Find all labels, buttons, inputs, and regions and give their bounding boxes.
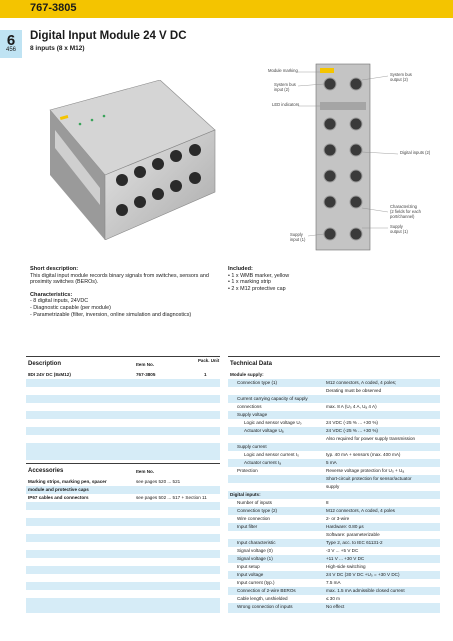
cell-item: 767-3805 bbox=[136, 372, 156, 377]
col-pack-unit: Pack. Unit bbox=[198, 358, 220, 363]
table-row-blank bbox=[26, 510, 220, 518]
included-heading: Included: bbox=[228, 266, 253, 272]
table-row-blank bbox=[26, 419, 220, 427]
module-diagram bbox=[268, 62, 440, 254]
cell-parameter: Input filter bbox=[237, 524, 258, 529]
cell-value: max. 1.5 mA admissible closed current bbox=[326, 588, 405, 593]
table-row bbox=[228, 555, 440, 563]
table-row bbox=[228, 491, 440, 499]
table-row bbox=[228, 467, 440, 475]
characteristic-item: - Diagnostic capable (per module) bbox=[30, 304, 111, 311]
page-number: 456 bbox=[5, 47, 16, 53]
short-description-text: This digital input module records binary signals from switches, sensors and proximity switches (BEROs). bbox=[30, 272, 209, 286]
cell-pack: 1 bbox=[204, 372, 207, 377]
table-row bbox=[228, 507, 440, 515]
included-section bbox=[228, 266, 428, 292]
cell-value: Derating must be observed bbox=[326, 388, 382, 393]
cell-value: Reverse voltage protection for U₀ + Uₐ bbox=[326, 468, 405, 473]
col-item-no: Item No. bbox=[136, 469, 155, 474]
table-row bbox=[228, 371, 440, 379]
cell-value: No effect bbox=[326, 604, 345, 609]
cell-value: M12 connectors, A coded, 4 poles bbox=[326, 508, 395, 513]
description-table bbox=[26, 356, 220, 460]
table-row bbox=[228, 563, 440, 571]
included-item: • 1 x WMB marker, yellow bbox=[228, 272, 290, 279]
cell-parameter: Module supply: bbox=[230, 372, 264, 377]
label-system-bus-input: System bus input (2) bbox=[274, 82, 296, 92]
label-system-bus-output: System bus output (2) bbox=[390, 72, 412, 82]
characteristic-item: - 8 digital inputs, 24VDC bbox=[30, 298, 89, 305]
cell-parameter: Wrong connection of inputs bbox=[237, 604, 293, 609]
description-table-header bbox=[26, 356, 220, 372]
label-led-indicators: LED indicators bbox=[272, 102, 300, 107]
cell-desc: module and protective caps bbox=[28, 487, 89, 492]
table-row bbox=[228, 547, 440, 555]
cell-value: High-side switching bbox=[326, 564, 366, 569]
table-row bbox=[228, 483, 440, 491]
cell-desc: Marking strips, marking pen, spacer bbox=[28, 479, 107, 484]
cell-parameter: Logic and sensor voltage U₀ bbox=[244, 420, 302, 425]
table-row-blank bbox=[26, 435, 220, 443]
technical-data-header bbox=[228, 356, 440, 372]
table-row bbox=[228, 475, 440, 483]
cell-parameter: Signal voltage (0) bbox=[237, 548, 273, 553]
table-row-blank bbox=[26, 387, 220, 395]
cell-value: Type 2, acc. to IEC 61131-2 bbox=[326, 540, 383, 545]
cell-parameter: Connection type (2) bbox=[237, 508, 278, 513]
cell-desc: IP67 cables and connectors bbox=[28, 495, 89, 500]
cell-value: Hardware: 0.80 µs bbox=[326, 524, 364, 529]
cell-value: Short-circuit protection for sensor/actuator bbox=[326, 476, 412, 481]
label-module-marking: Module marking bbox=[268, 68, 298, 73]
label-characterizing: Characterizing (2 fields for each port/channel) bbox=[390, 204, 421, 219]
cell-parameter: Cable length, unshielded bbox=[237, 596, 288, 601]
short-description bbox=[30, 266, 220, 318]
table-row bbox=[228, 435, 440, 443]
table-row bbox=[228, 571, 440, 579]
page-title: Digital Input Module 24 V DC bbox=[30, 30, 187, 42]
table-row bbox=[228, 515, 440, 523]
table-row-blank bbox=[26, 403, 220, 411]
table-row bbox=[228, 387, 440, 395]
table-row bbox=[228, 403, 440, 411]
label-digital-inputs: Digital inputs (2) bbox=[400, 150, 431, 155]
table-row bbox=[228, 451, 440, 459]
characteristic-item: - Parametrizable (filter, inversion, online simulation and diagnostics) bbox=[30, 311, 192, 318]
product-image bbox=[40, 80, 220, 240]
label-supply-output: Supply output (1) bbox=[390, 224, 408, 234]
cell-parameter: Input characteristic bbox=[237, 540, 276, 545]
label-supply-input: Supply input (1) bbox=[290, 232, 306, 242]
table-row bbox=[228, 427, 440, 435]
cell-value: supply bbox=[326, 484, 340, 489]
cell-value: 24 VDC (-25 % ... +30 %) bbox=[326, 428, 378, 433]
table-row-blank bbox=[26, 590, 220, 598]
cell-parameter: Actuator voltage Uₐ bbox=[244, 428, 284, 433]
cell-parameter: Number of inputs bbox=[237, 500, 272, 505]
cell-value: max. 8 A (U₀ 4 A, Uₐ 4 A) bbox=[326, 404, 377, 409]
cell-parameter: Connection type (1) bbox=[237, 380, 278, 385]
table-row bbox=[228, 595, 440, 603]
chapter-number: 6 bbox=[6, 32, 16, 49]
cell-parameter: Logic and sensor current I₀ bbox=[244, 452, 300, 457]
cell-value: M12 connectors, A coded, 4 poles; bbox=[326, 380, 397, 385]
cell-value: Also required for power supply transmission bbox=[326, 436, 416, 441]
cell-parameter: Signal voltage (1) bbox=[237, 556, 273, 561]
cell-parameter: Input setup bbox=[237, 564, 260, 569]
cell-value: +11 V ... +30 V DC bbox=[326, 556, 365, 561]
cell-value: typ. 40 mA + sensors (max. 400 mA) bbox=[326, 452, 401, 457]
cell-value: 24 V DC (30 V DC +U₀ = +30 V DC) bbox=[326, 572, 400, 577]
cell-value: 5 mA bbox=[326, 460, 337, 465]
cell-parameter: Input current (typ.) bbox=[237, 580, 275, 585]
table-row bbox=[26, 371, 220, 379]
cell-parameter: Wire connection bbox=[237, 516, 270, 521]
chapter-tab bbox=[0, 30, 22, 58]
table-row bbox=[228, 379, 440, 387]
accessories-table-header bbox=[26, 463, 220, 479]
col-accessories: Accessories bbox=[28, 468, 64, 474]
table-row-blank bbox=[26, 542, 220, 550]
cell-value: Software: parameterizable bbox=[326, 532, 380, 537]
cell-value: 7.5 mA bbox=[326, 580, 341, 585]
included-item: • 2 x M12 protective cap bbox=[228, 285, 286, 292]
table-row bbox=[228, 587, 440, 595]
table-row-blank bbox=[26, 574, 220, 582]
cell-item: see pages 520 ... 521 bbox=[136, 479, 181, 484]
cell-value: -3 V ... +5 V DC bbox=[326, 548, 359, 553]
table-row bbox=[26, 486, 220, 494]
table-row-blank bbox=[26, 526, 220, 534]
table-row bbox=[228, 411, 440, 419]
table-row bbox=[228, 603, 440, 611]
cell-value: 8 bbox=[326, 500, 329, 505]
cell-parameter: Input voltage bbox=[237, 572, 264, 577]
technical-data-heading: Technical Data bbox=[230, 361, 272, 367]
short-description-heading: Short description: bbox=[30, 266, 79, 272]
table-row bbox=[228, 579, 440, 587]
cell-parameter: Supply current bbox=[237, 444, 267, 449]
col-description: Description bbox=[28, 361, 62, 367]
accessories-table bbox=[26, 463, 220, 613]
table-row-blank bbox=[26, 558, 220, 566]
cell-parameter: Connection of 2-wire BEROs bbox=[237, 588, 296, 593]
table-row bbox=[26, 478, 220, 486]
table-row bbox=[26, 494, 220, 502]
table-row bbox=[228, 459, 440, 467]
table-row bbox=[228, 531, 440, 539]
col-item-no: Item No. bbox=[136, 362, 155, 367]
cell-value: ≤ 30 m bbox=[326, 596, 341, 601]
cell-parameter: Actuator current Iₐ bbox=[244, 460, 281, 465]
cell-desc: 8DI 24V DC (8xM12) bbox=[28, 372, 71, 377]
characteristics-heading: Characteristics: bbox=[30, 291, 73, 298]
table-row bbox=[228, 443, 440, 451]
cell-parameter: Current carrying capacity of supply bbox=[237, 396, 308, 401]
technical-data-table bbox=[228, 356, 440, 613]
cell-value: 24 VDC (-25 % ... +30 %) bbox=[326, 420, 378, 425]
page-subtitle: 8 inputs (8 x M12) bbox=[30, 45, 85, 52]
included-item: • 1 x marking strip bbox=[228, 279, 271, 286]
table-row bbox=[228, 539, 440, 547]
table-row bbox=[228, 523, 440, 531]
cell-parameter: Supply voltage bbox=[237, 412, 268, 417]
article-number: 767-3805 bbox=[30, 2, 77, 14]
cell-parameter: connections bbox=[237, 404, 262, 409]
table-row bbox=[228, 395, 440, 403]
header-bar bbox=[0, 0, 453, 18]
table-row bbox=[228, 499, 440, 507]
cell-parameter: Protection bbox=[237, 468, 258, 473]
cell-value: 2- or 3-wire bbox=[326, 516, 350, 521]
cell-parameter: Digital inputs: bbox=[230, 492, 261, 497]
table-row bbox=[228, 419, 440, 427]
cell-item: see pages 502 ... 517 + Section 11 bbox=[136, 495, 207, 500]
